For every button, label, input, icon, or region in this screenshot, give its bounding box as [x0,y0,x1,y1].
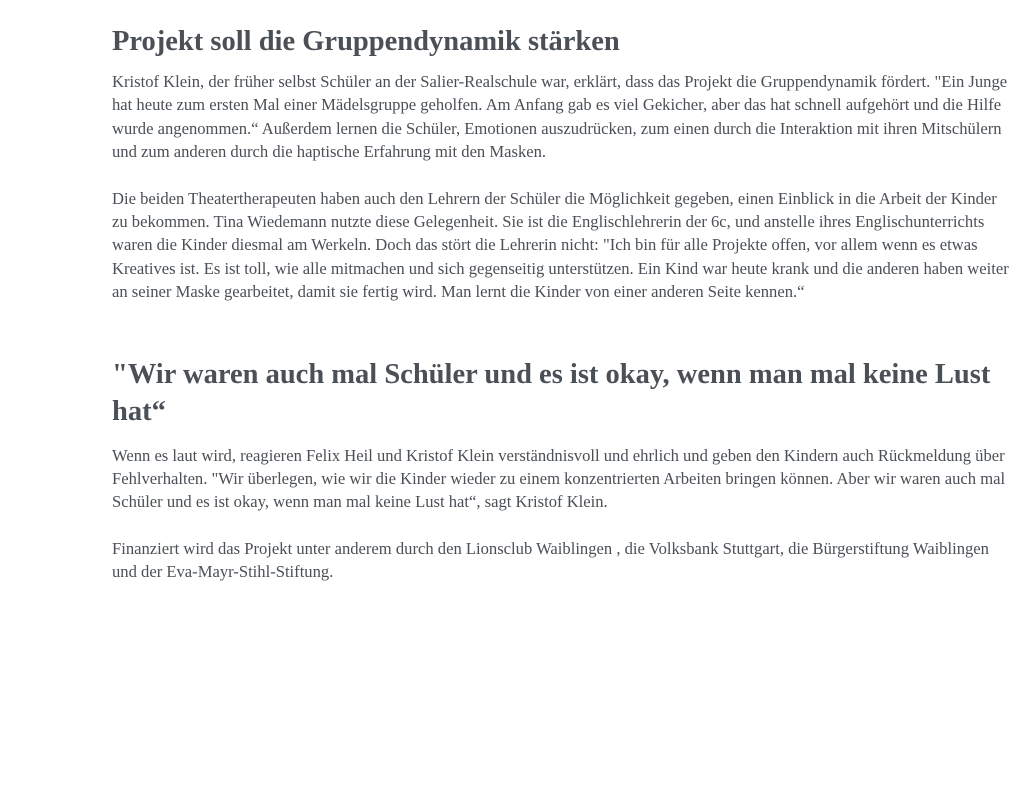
article-body [112,24,1012,584]
section-group-dynamics [112,24,1012,304]
paragraph: Die beiden Theatertherapeuten haben auch den Lehrern der Schüler die Möglichkeit gegeben, einen Einblick in die Arbeit der Kinder zu bekommen. Tina Wiedemann nutzte diese Gelegenheit. Sie ist die Englischlehrerin der 6c, und anstelle ihres Englischunterrichts waren die Kinder diesmal am Werkeln. Doch das stört die Lehrerin nicht: "Ich bin für alle Projekte offen, vor allem wenn es etwas Kreatives ist. Es ist toll, wie alle mitmachen und sich gegenseitig unterstützen. Ein Kind war heute krank und die anderen haben weiter an seiner Maske gearbeitet, damit sie fertig wird. Man lernt die Kinder von einer anderen Seite kennen.“ [112,188,1009,302]
paragraph: Wenn es laut wird, reagieren Felix Heil und Kristof Klein verständnisvoll und ehrlich und geben den Kindern auch Rückmeldung über Fehlverhalten. "Wir überlegen, wie wir die Kinder wieder zu einem konzentrierten Arbeiten bringen können. Aber wir waren auch mal Schüler und es ist okay, wenn man mal keine Lust hat“, sagt Kristof Klein. [112,445,1006,512]
paragraph: Finanziert wird das Projekt unter anderem durch den Lionsclub Waiblingen , die Volksbank Stuttgart, die Bürgerstiftung Waiblingen und der Eva-Mayr-Stihl-Stiftung. [112,538,989,582]
section-heading: Projekt soll die Gruppendynamik stärken [112,26,620,57]
section-heading: "Wir waren auch mal Schüler und es ist okay, wenn man mal keine Lust hat“ [112,358,991,427]
paragraph: Kristof Klein, der früher selbst Schüler an der Salier-Realschule war, erklärt, dass das Projekt die Gruppendynamik fördert. "Ein Junge hat heute zum ersten Mal einer Mädelsgruppe geholfen. Am Anfang gab es viel Gekicher, aber das hat schnell aufgehört und die Hilfe wurde angenommen.“ Außerdem lernen die Schüler, Emotionen auszudrücken, zum einen durch die Interaktion mit ihren Mitschülern und zum anderen durch die haptische Erfahrung mit den Masken. [112,72,1008,162]
section-quote [112,356,1012,584]
